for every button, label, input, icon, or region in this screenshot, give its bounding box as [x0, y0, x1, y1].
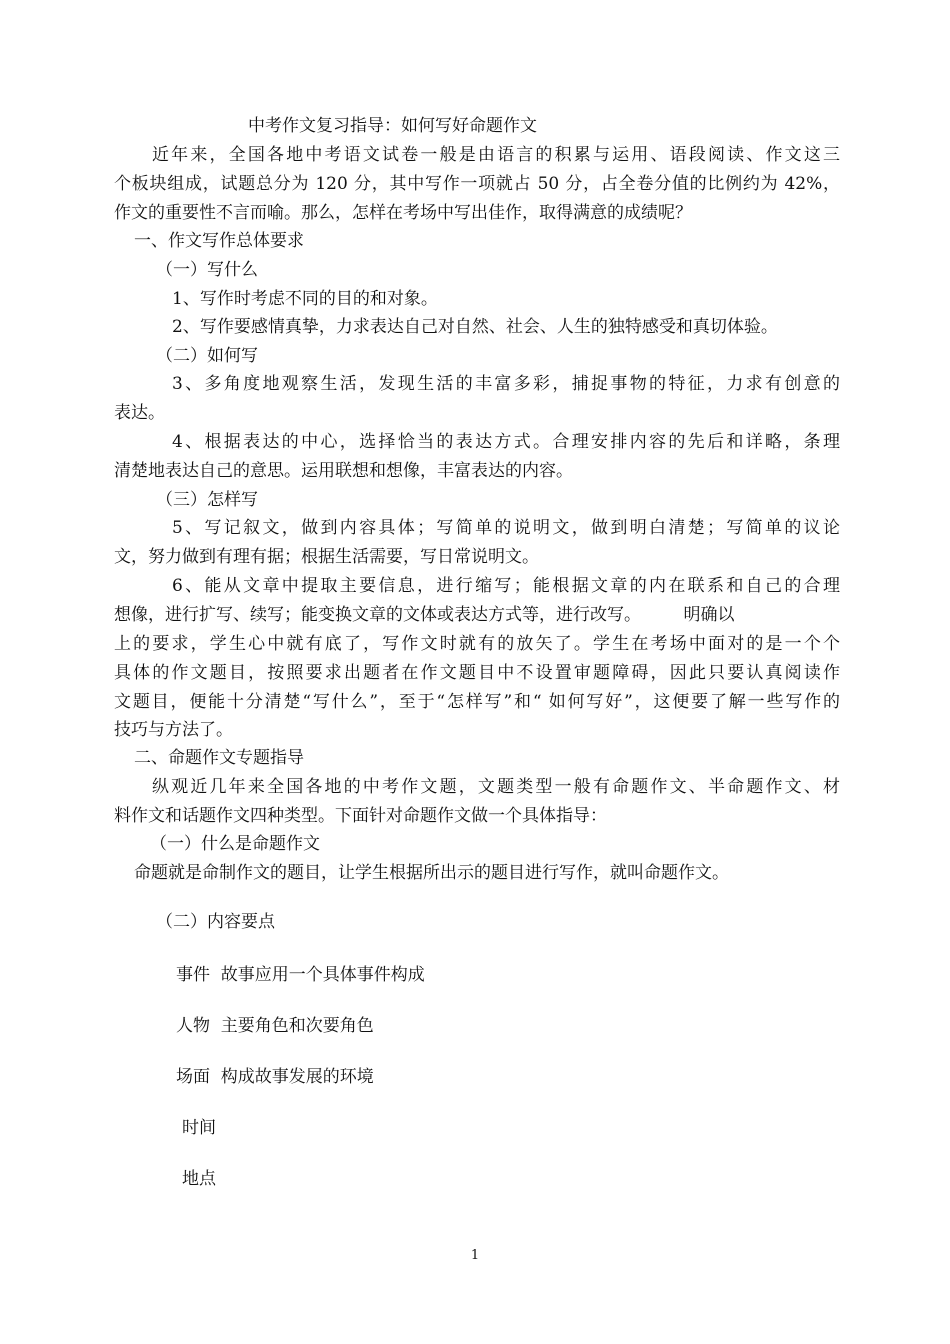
subsection-heading: （一）写什么 [156, 260, 258, 280]
paragraph-line: 文题目，便能十分清楚“写什么”，至于“怎样写”和“ 如何写好”，这便要了解一些写作的 [114, 692, 840, 712]
section-heading: 二、命题作文专题指导 [134, 748, 304, 768]
content-subpoint: 地点 [182, 1169, 216, 1189]
list-item: 2、写作要感情真挚，力求表达自己对自然、社会、人生的独特感受和真切体验。 [172, 317, 778, 337]
subsection-heading: （三）怎样写 [156, 490, 258, 510]
document-title: 中考作文复习指导：如何写好命题作文 [248, 116, 537, 136]
list-item: 5、写记叙文，做到内容具体；写简单的说明文，做到明白清楚；写简单的议论 [172, 518, 840, 538]
definition-line: 命题就是命制作文的题目，让学生根据所出示的题目进行写作，就叫命题作文。 [134, 863, 729, 883]
list-item: 6、能从文章中提取主要信息，进行缩写；能根据文章的内在联系和自己的合理 [172, 576, 840, 596]
content-point: 场面 构成故事发展的环境 [176, 1067, 374, 1087]
list-item: 4、根据表达的中心，选择恰当的表达方式。合理安排内容的先后和详略，条理 [172, 432, 840, 452]
subsection-heading: （一）什么是命题作文 [150, 834, 320, 854]
subsection-heading: （二）内容要点 [156, 912, 275, 932]
subsection-heading: （二）如何写 [156, 346, 258, 366]
list-item-continuation: 表达。 [114, 403, 165, 423]
intro-line: 近年来，全国各地中考语文试卷一般是由语言的积累与运用、语段阅读、作文这三 [152, 145, 840, 165]
list-item-continuation: 文，努力做到有理有据；根据生活需要，写日常说明文。 [114, 547, 539, 567]
list-item: 1、写作时考虑不同的目的和对象。 [172, 289, 438, 309]
paragraph-line: 纵观近几年来全国各地的中考作文题，文题类型一般有命题作文、半命题作文、材 [152, 777, 840, 797]
content-point: 人物 主要角色和次要角色 [176, 1016, 374, 1036]
intro-line: 作文的重要性不言而喻。那么，怎样在考场中写出佳作，取得满意的成绩呢？ [114, 203, 692, 223]
paragraph-line: 上的要求，学生心中就有底了，写作文时就有的放矢了。学生在考场中面对的是一个个 [114, 634, 840, 654]
paragraph-line: 料作文和话题作文四种类型。下面针对命题作文做一个具体指导： [114, 806, 607, 826]
paragraph-line: 具体的作文题目，按照要求出题者在作文题目中不设置审题障碍，因此只要认真阅读作 [114, 663, 840, 683]
list-item: 3、多角度地观察生活，发现生活的丰富多彩，捕捉事物的特征，力求有创意的 [172, 374, 840, 394]
intro-line: 个板块组成，试题总分为 120 分，其中写作一项就占 50 分，占全卷分值的比例约为 42%， [114, 174, 840, 194]
page-number: 1 [470, 1248, 480, 1263]
section-heading: 一、作文写作总体要求 [134, 231, 304, 251]
list-item-continuation: 清楚地表达自己的意思。运用联想和想像，丰富表达的内容。 [114, 461, 573, 481]
list-item-continuation: 想像，进行扩写、续写；能变换文章的文体或表达方式等，进行改写。 明确以 [114, 605, 735, 625]
paragraph-line: 技巧与方法了。 [114, 720, 233, 740]
content-point: 事件 故事应用一个具体事件构成 [176, 965, 425, 985]
content-subpoint: 时间 [182, 1118, 216, 1138]
